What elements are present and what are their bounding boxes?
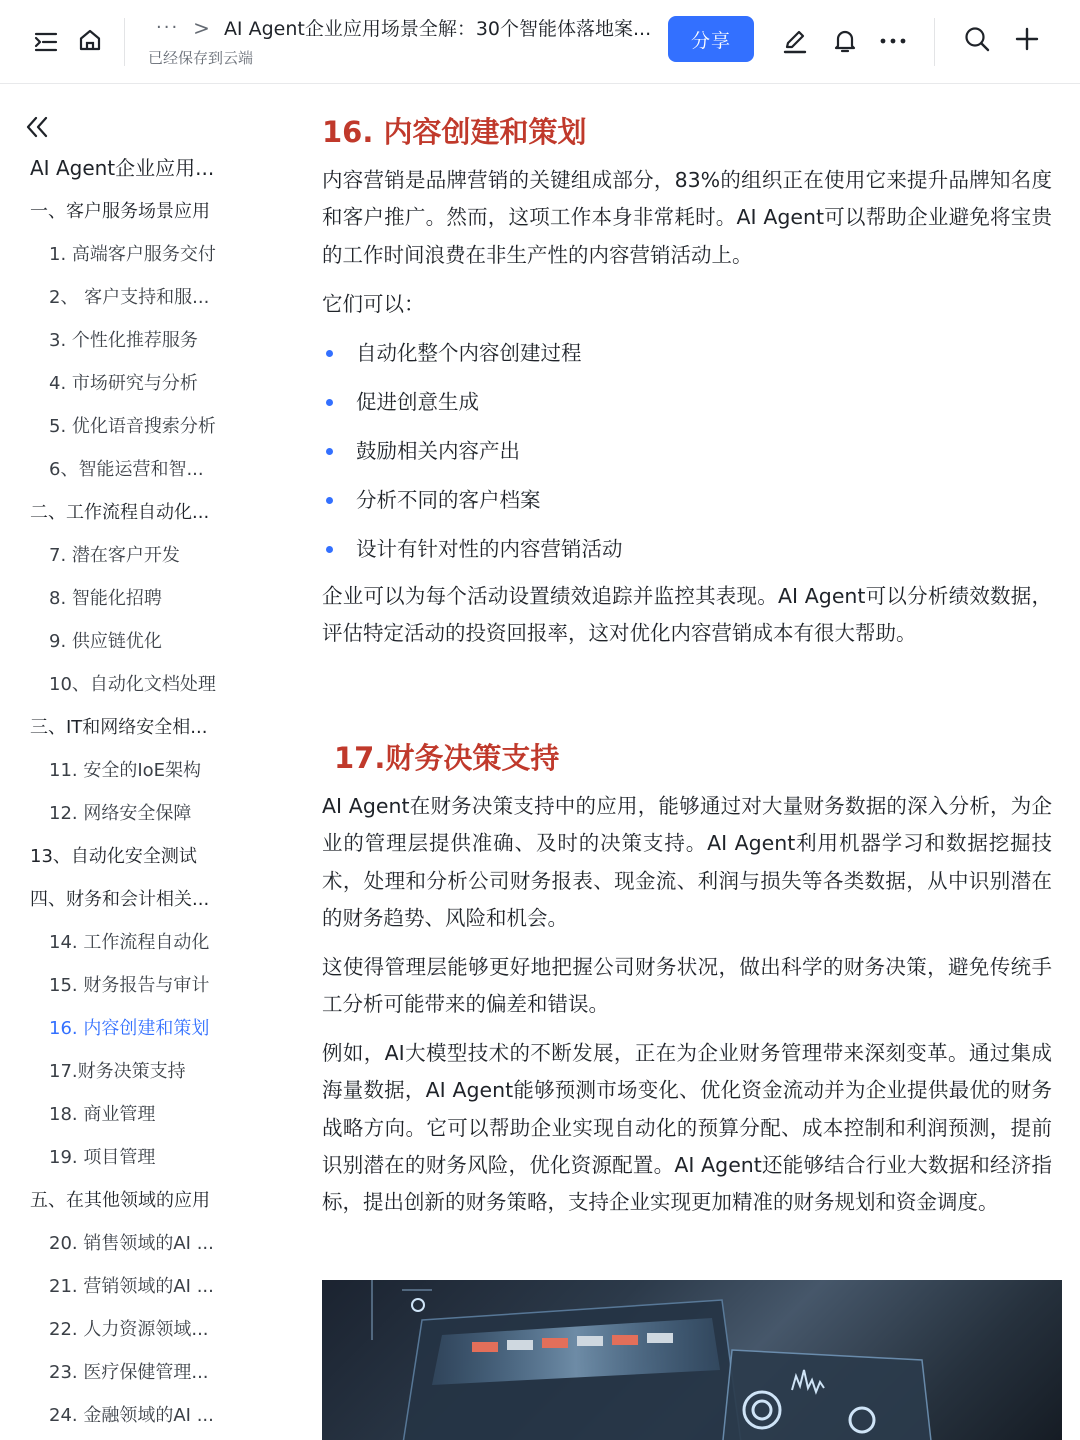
toc-item[interactable]: 19. 项目管理 bbox=[49, 1147, 156, 1168]
toc-item[interactable]: 9. 供应链优化 bbox=[49, 631, 162, 652]
toc-item[interactable]: 五、在其他领域的应用 bbox=[30, 1190, 210, 1211]
toc-item[interactable]: AI Agent企业应用... bbox=[30, 156, 215, 180]
toc-item[interactable]: 20. 销售领域的AI ... bbox=[49, 1233, 214, 1254]
plus-icon[interactable] bbox=[1010, 22, 1044, 56]
bullet-item: 自动化整个内容创建过程 bbox=[322, 329, 1042, 378]
paragraph: AI Agent在财务决策支持中的应用，能够通过对大量财务数据的深入分析，为企业的管理层提供准确、及时的决策支持。AI Agent利用机器学习和数据挖掘技术，处理和分析公司财务报表、现金流、利润与损失等各类数据，从中识别潜在的财务趋势、风险和机会。 bbox=[322, 794, 1052, 930]
toc-item[interactable]: 2、 客户支持和服... bbox=[49, 287, 210, 308]
toc-item[interactable]: 14. 工作流程自动化 bbox=[49, 932, 210, 953]
paragraph bbox=[322, 162, 1052, 274]
toc-item[interactable]: 17.财务决策支持 bbox=[49, 1061, 186, 1082]
breadcrumb-separator: > bbox=[193, 15, 210, 40]
toc-item[interactable]: 10、自动化文档处理 bbox=[49, 674, 216, 695]
save-status: 已经保存到云端 bbox=[148, 49, 254, 67]
top-bar bbox=[0, 0, 1080, 84]
paragraph: 它们可以： bbox=[322, 292, 425, 316]
toc-item[interactable]: 22. 人力资源领域... bbox=[49, 1319, 209, 1340]
bell-icon[interactable] bbox=[828, 24, 862, 58]
breadcrumb bbox=[156, 14, 651, 41]
toc-item[interactable]: 13、自动化安全测试 bbox=[30, 846, 197, 867]
bullet-item: 设计有针对性的内容营销活动 bbox=[322, 525, 1042, 574]
toc-item[interactable]: 5. 优化语音搜索分析 bbox=[49, 416, 216, 437]
toc-item[interactable]: 二、工作流程自动化... bbox=[30, 502, 210, 523]
home-icon[interactable] bbox=[74, 24, 106, 56]
toc-item[interactable]: 3. 个性化推荐服务 bbox=[49, 330, 198, 351]
paragraph: 这使得管理层能够更好地把握公司财务状况，做出科学的财务决策，避免传统手工分析可能带来的偏差和错误。 bbox=[322, 955, 1052, 1017]
article-image bbox=[322, 1280, 1062, 1440]
bullet-list bbox=[322, 329, 1042, 574]
search-icon[interactable] bbox=[960, 22, 994, 56]
toc-item[interactable]: 12. 网络安全保障 bbox=[49, 803, 192, 824]
toc-item[interactable]: 一、客户服务场景应用 bbox=[30, 201, 210, 222]
toc-sidebar bbox=[0, 84, 290, 1440]
toc-item[interactable]: 16. 内容创建和策划 bbox=[49, 1018, 210, 1039]
toc-item[interactable]: 21. 营销领域的AI ... bbox=[49, 1276, 214, 1297]
divider bbox=[124, 18, 125, 66]
section-heading-16: 16. 内容创建和策划 bbox=[322, 115, 587, 149]
toc-item[interactable]: 四、财务和会计相关... bbox=[30, 889, 210, 910]
paragraph: 例如，AI大模型技术的不断发展，正在为企业财务管理带来深刻变革。通过集成海量数据，AI Agent能够预测市场变化、优化资金流动并为企业提供最优的财务战略方向。它可以帮助企业实现自动化的预算分配、成本控制和利润预测，提前识别潜在的财务风险，优化资源配置。AI Agent还能够结合行业大数据和经济指标，提出创新的财务策略，支持企业实现更加精准的财务规划和资金调度。 bbox=[322, 1041, 1052, 1215]
document-title[interactable]: AI Agent企业应用场景全解：30个智能体落地案... bbox=[223, 18, 652, 40]
toc-item[interactable]: 7. 潜在客户开发 bbox=[49, 545, 180, 566]
toc-item[interactable]: 15. 财务报告与审计 bbox=[49, 975, 210, 996]
toc-item[interactable]: 6、智能运营和智... bbox=[49, 459, 204, 480]
share-button[interactable]: 分享 bbox=[668, 16, 754, 62]
section-heading-17: 17.财务决策支持 bbox=[334, 741, 560, 775]
breadcrumb-more[interactable]: ··· bbox=[156, 17, 180, 38]
toc-item[interactable]: 4. 市场研究与分析 bbox=[49, 373, 198, 394]
toc-list bbox=[0, 147, 290, 1437]
bullet-item: 促进创意生成 bbox=[322, 378, 1042, 427]
edit-icon[interactable] bbox=[778, 24, 812, 58]
toc-item[interactable]: 8. 智能化招聘 bbox=[49, 588, 162, 609]
bullet-item: 鼓励相关内容产出 bbox=[322, 427, 1042, 476]
bullet-item: 分析不同的客户档案 bbox=[322, 476, 1042, 525]
more-icon[interactable] bbox=[876, 24, 910, 58]
toc-item[interactable]: 23. 医疗保健管理... bbox=[49, 1362, 209, 1383]
toc-item[interactable]: 24. 金融领域的AI ... bbox=[49, 1405, 214, 1426]
paragraph: 企业可以为每个活动设置绩效追踪并监控其表现。AI Agent可以分析绩效数据，评估特定活动的投资回报率，这对优化内容营销成本有很大帮助。 bbox=[322, 584, 1052, 646]
outline-icon[interactable] bbox=[30, 26, 62, 58]
toc-item[interactable]: 18. 商业管理 bbox=[49, 1104, 156, 1125]
double-chevron-left-icon[interactable] bbox=[24, 114, 54, 144]
toc-item[interactable]: 11. 安全的IoE架构 bbox=[49, 760, 202, 781]
toc-item[interactable]: 1. 高端客户服务交付 bbox=[49, 244, 216, 265]
paragraph-text: 内容营销是品牌营销的关键组成部分，83%的组织正在使用它来提升品牌知名度和客户推广。然而，这项工作本身非常耗时。AI Agent可以帮助企业避免将宝贵的工作时间浪费在非生产性的内容营销活动上。 bbox=[322, 168, 1052, 267]
divider bbox=[934, 18, 935, 66]
document-body bbox=[322, 84, 1062, 1440]
toc-item[interactable]: 三、IT和网络安全相... bbox=[30, 717, 208, 738]
